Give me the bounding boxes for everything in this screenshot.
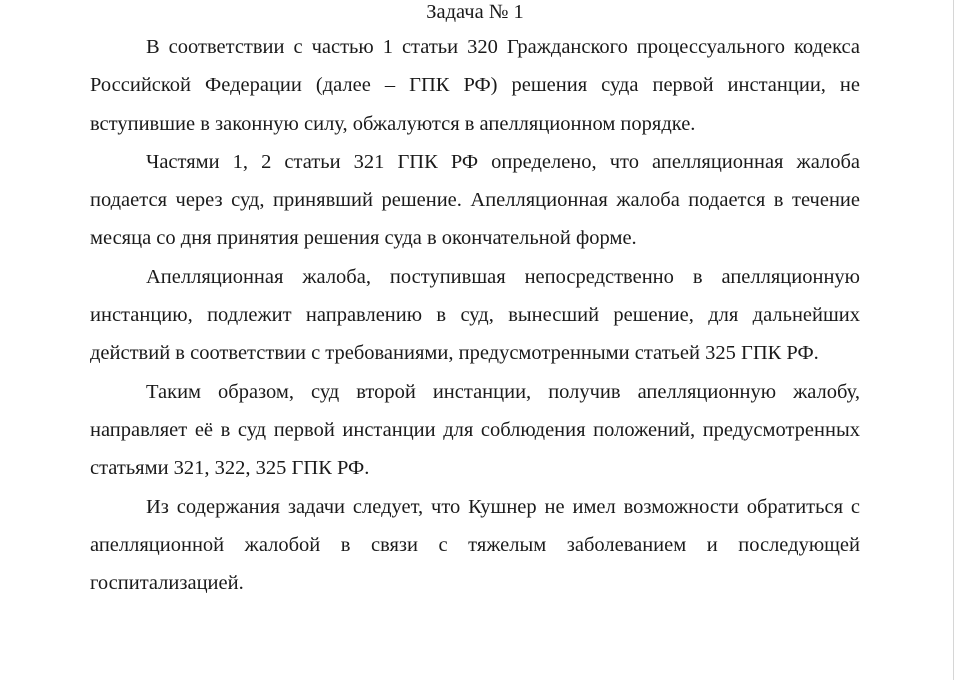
paragraph-2: Частями 1, 2 статьи 321 ГПК РФ определено, что апелляционная жалоба подается через суд, принявший решение. Апелляционная жалоба подается в течение месяца со дня принятия решения суда в окончательной форме.	[90, 150, 860, 250]
paragraph-4: Таким образом, суд второй инстанции, получив апелляционную жалобу, направляет её в суд первой инстанции для соблюдения положений, предусмотренных статьями 321, 322, 325 ГПК РФ.	[90, 380, 860, 480]
document-body	[90, 0, 860, 602]
task-title: Задача № 1	[426, 1, 524, 23]
paragraph-3: Апелляционная жалоба, поступившая непосредственно в апелляционную инстанцию, подлежит направлению в суд, вынесший решение, для дальнейших действий в соответствии с требованиями, предусмотренными статьей 325 ГПК РФ.	[90, 265, 860, 365]
paragraph-1: В соответствии с частью 1 статьи 320 Гражданского процессуального кодекса Российской Федерации (далее – ГПК РФ) решения суда первой инстанции, не вступившие в законную силу, обжалуются в апелляционном порядке.	[90, 36, 860, 135]
paragraph-5: Из содержания задачи следует, что Кушнер не имел возможности обратиться с апелляционной жалобой в связи с тяжелым заболеванием и последующей госпитализацией.	[90, 495, 860, 595]
